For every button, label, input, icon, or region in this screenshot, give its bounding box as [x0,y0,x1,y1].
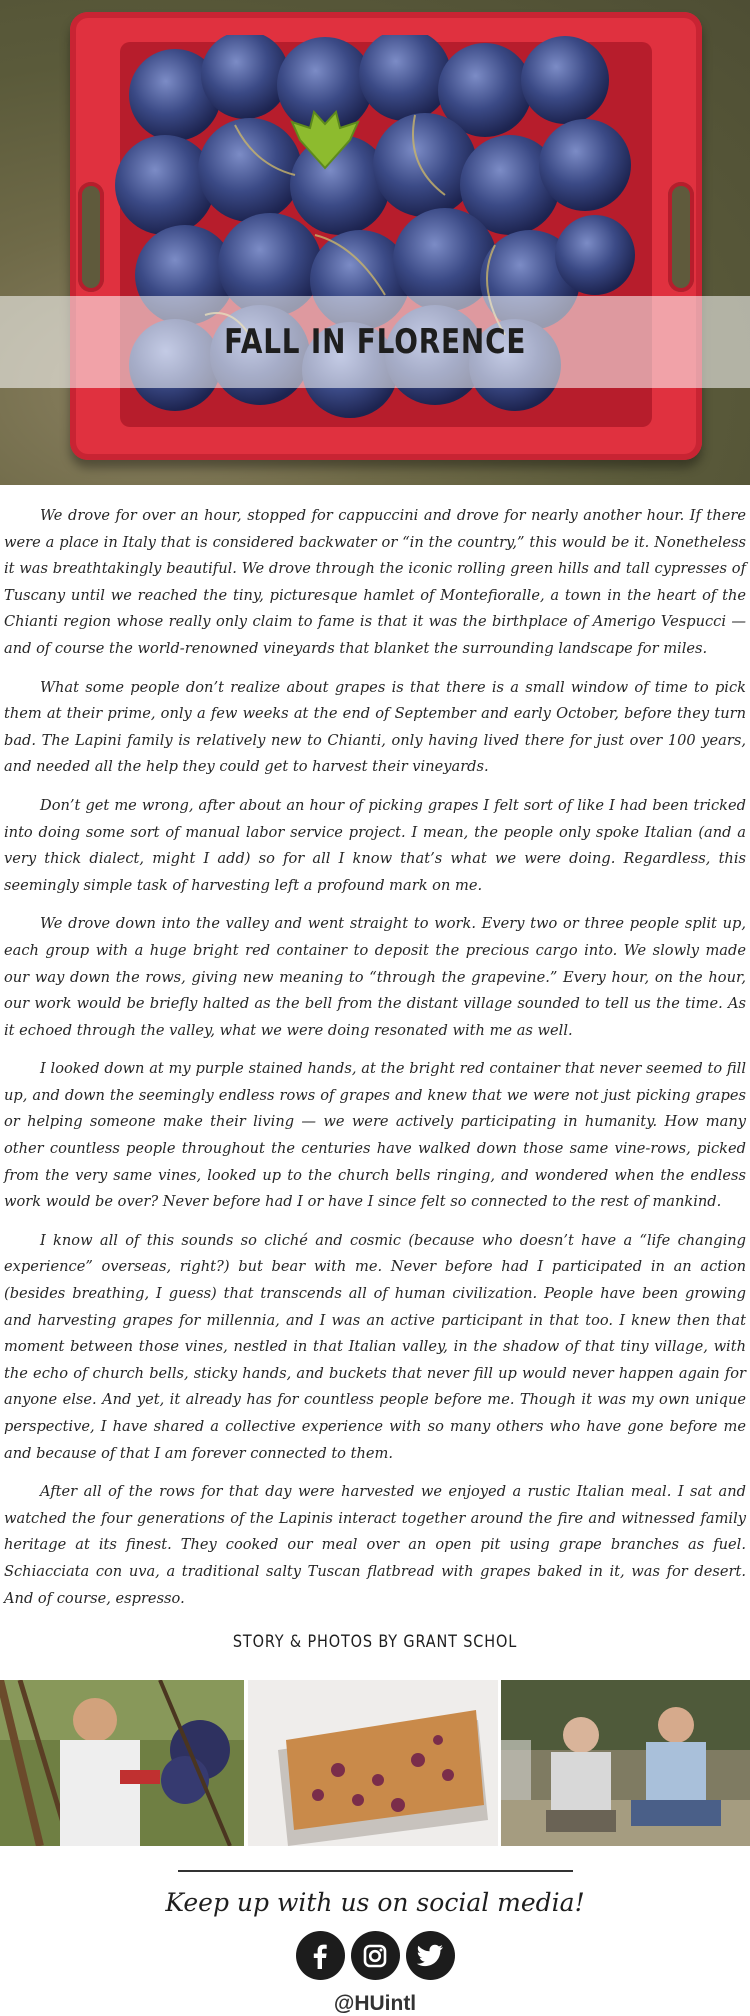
article-paragraph: I know all of this sounds so cliché and cosmic (because who doesn’t have a “life changing experience” overseas, right?) but bear with me. Never before had I participated in an action (besides breathing, I guess) that transcends all of human civilization. People have been growing and harvesting grapes for millennia, and I was an active participant in that too. I knew then that moment between those vines, nestled in that Italian valley, in the shadow of that tiny village, with the echo of church bells, sticky hands, and buckets that never fill up would never happen again for anyone else. And yet, it already has for countless people before me. Though it was my own unique perspective, I have shared a collective experience with so many others who have gone before me and because of that I am forever connected to them. [4,1231,746,1462]
flatbread-photo [248,1680,498,1846]
social-icons [0,1931,750,1980]
byline: STORY & PHOTOS BY GRANT SCHOL [232,1632,518,1653]
article-paragraph: We drove down into the valley and went straight to work. Every two or three people split up, each group with a huge bright red container to deposit the precious cargo into. We slowly made our way down the rows, giving new meaning to “through the grapevine.” Every hour, on the hour, our work would be briefly halted as the bell from the distant village sounded to tell us the time. As it echoed through the valley, what we were doing resonated with me as well. [4,915,746,1039]
crate-handle-left [78,182,104,292]
hero-banner [0,296,750,388]
article-paragraph: Don’t get me wrong, after about an hour of picking grapes I felt sort of like I had been tricked into doing some sort of manual labor service project. I mean, the people only spoke Italian (and a very thick dialect, might I add) so for all I know that’s what we were doing. Regardless, this seemingly simple task of harvesting left a profound mark on me. [4,796,746,894]
page-title: FALL IN FLORENCE [223,322,527,362]
hero-image [0,0,750,485]
twitter-icon[interactable] [406,1931,455,1980]
social-handle[interactable]: @HUintl [333,1992,417,2016]
divider [178,1870,573,1872]
article-paragraph: We drove for over an hour, stopped for cappuccini and drove for nearly another hour. If there were a place in Italy that is considered backwater or “in the country,” this would be it. Nonetheless it was breathtakingly beautiful. We drove through the iconic rolling green hills and tall cypresses of Tuscany until we reached the tiny, picturesque hamlet of Montefioralle, a town in the heart of the Chianti region whose really only claim to fame is that it was the birthplace of Amerigo Vespucci — and of course the world-renowned vineyards that blanket the surrounding landscape for miles. [4,507,746,657]
crate-handle-right [668,182,694,292]
article-body [0,485,750,1612]
social-heading: Keep up with us on social media! [165,1888,585,1918]
instagram-icon[interactable] [351,1931,400,1980]
two-men-photo [501,1680,750,1846]
grape-picker-photo [0,1680,244,1846]
article-paragraph: What some people don’t realize about grapes is that there is a small window of time to pick them at their prime, only a few weeks at the end of September and early October, before they turn bad. The Lapini family is relatively new to Chianti, only having lived there for just over 100 years, and needed all the help they could get to harvest their vineyards. [4,678,746,776]
article-paragraph: After all of the rows for that day were harvested we enjoyed a rustic Italian meal. I sat and watched the four generations of the Lapinis interact together around the fire and witnessed family heritage at its finest. They cooked our meal over an open pit using grape branches as fuel. Schiacciata con uva, a traditional salty Tuscan flatbread with grapes baked in it, was for desert. And of course, espresso. [4,1483,746,1607]
photo-strip [0,1680,750,1846]
article-paragraph: I looked down at my purple stained hands, at the bright red container that never seemed to fill up, and down the seemingly endless rows of grapes and knew that we were not just picking grapes or helping someone make their living — we were actively participating in humanity. How many other countless people throughout the centuries have walked down those same vine-rows, picked from the very same vines, looked up to the church bells ringing, and wondered when the endless work would be over? Never before had I or have I since felt so connected to the rest of mankind. [4,1060,746,1211]
facebook-icon[interactable] [296,1931,345,1980]
grape-leaf [290,110,360,170]
